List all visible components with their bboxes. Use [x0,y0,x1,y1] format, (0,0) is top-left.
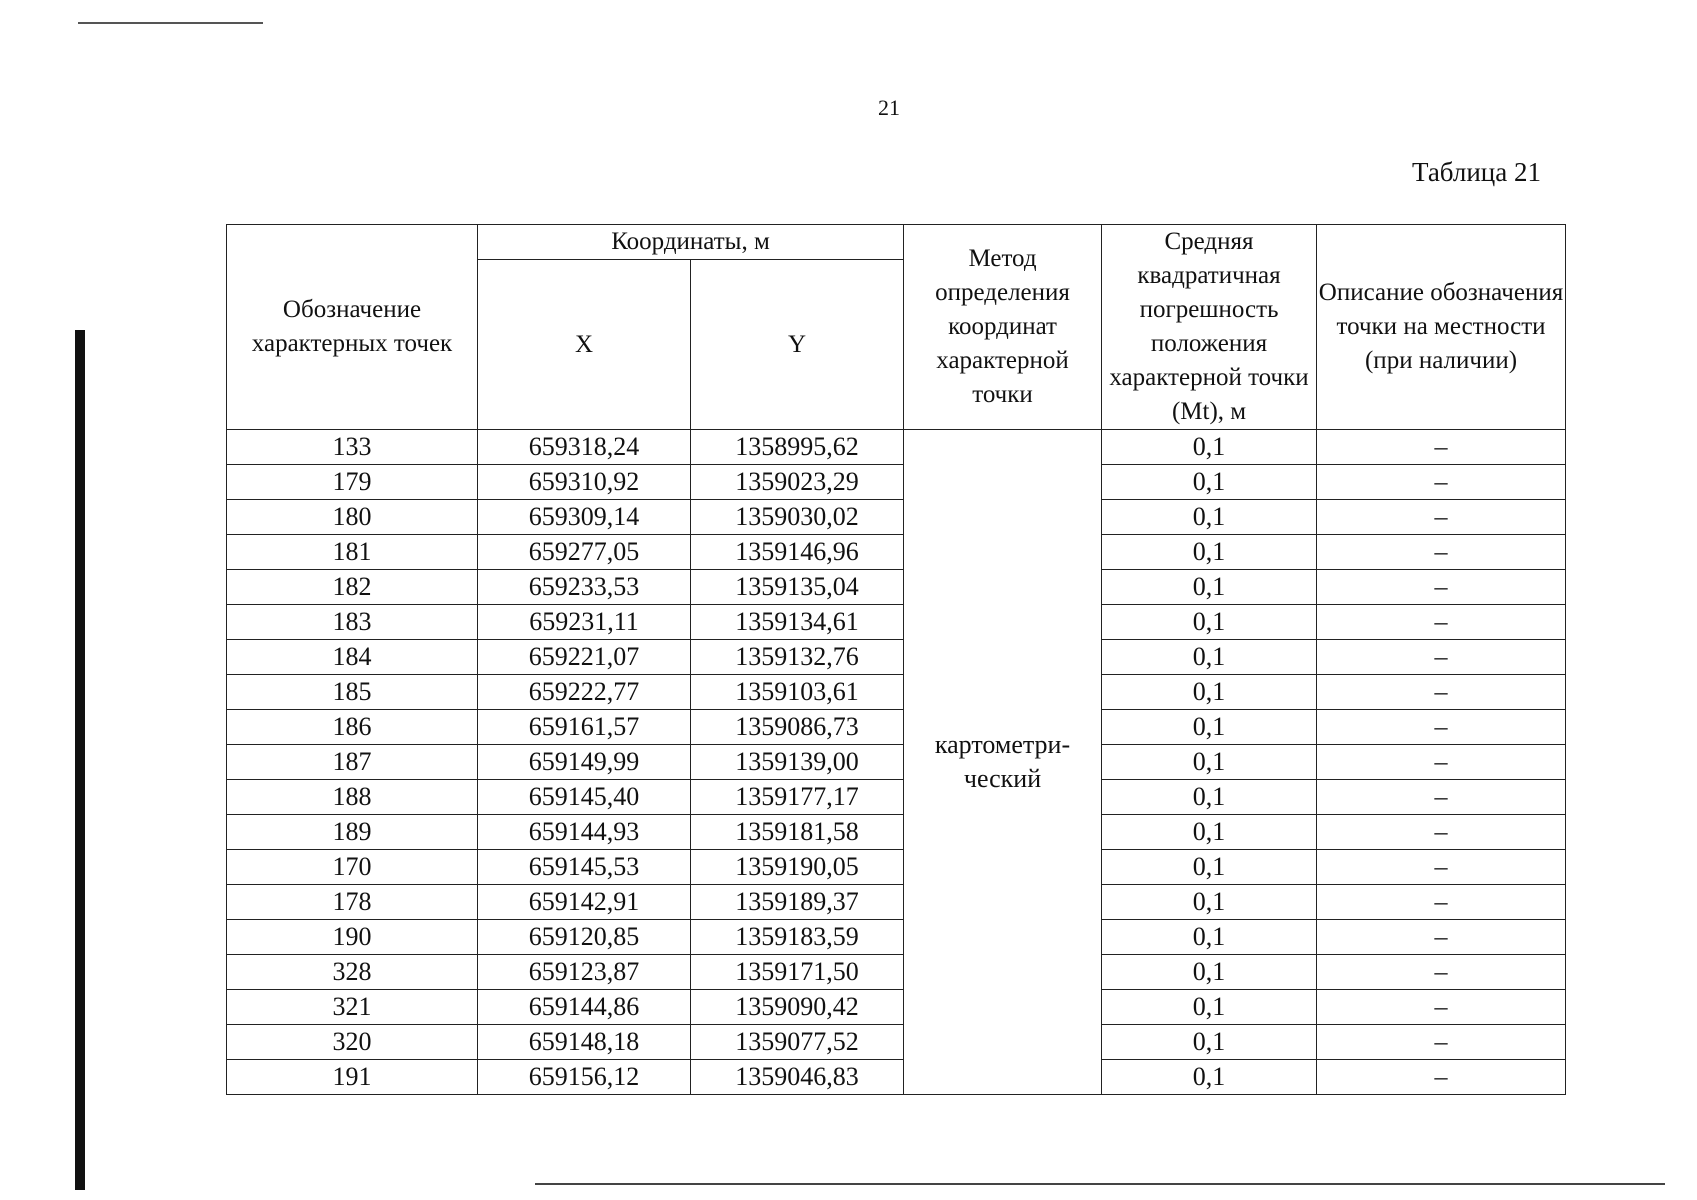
x-cell: 659222,77 [478,675,691,710]
description-cell: – [1317,850,1566,885]
table-row [227,640,1566,675]
y-cell: 1359030,02 [691,500,904,535]
table-row [227,990,1566,1025]
table-row [227,605,1566,640]
method-cell: картометри-ческий [904,430,1102,1095]
x-cell: 659144,93 [478,815,691,850]
y-cell: 1359090,42 [691,990,904,1025]
table-row [227,430,1566,465]
point-cell: 187 [227,745,478,780]
x-cell: 659145,40 [478,780,691,815]
x-cell: 659145,53 [478,850,691,885]
point-cell: 188 [227,780,478,815]
table-row [227,570,1566,605]
point-cell: 179 [227,465,478,500]
point-cell: 321 [227,990,478,1025]
error-cell: 0,1 [1102,430,1317,465]
description-cell: – [1317,1025,1566,1060]
page-number: 21 [878,95,900,120]
error-cell: 0,1 [1102,780,1317,815]
header-method: Метод определения координат характерной точки [904,225,1102,430]
error-cell: 0,1 [1102,500,1317,535]
x-cell: 659149,99 [478,745,691,780]
y-cell: 1359077,52 [691,1025,904,1060]
point-cell: 328 [227,955,478,990]
table-row [227,710,1566,745]
table-row [227,920,1566,955]
point-cell: 190 [227,920,478,955]
description-cell: – [1317,605,1566,640]
error-cell: 0,1 [1102,955,1317,990]
x-cell: 659161,57 [478,710,691,745]
table-caption: Таблица 21 [1412,157,1541,187]
point-cell: 180 [227,500,478,535]
table-row [227,675,1566,710]
y-cell: 1359086,73 [691,710,904,745]
binding-edge-bar [75,330,85,1190]
error-cell: 0,1 [1102,675,1317,710]
error-cell: 0,1 [1102,710,1317,745]
bottom-rule [535,1183,1665,1185]
error-cell: 0,1 [1102,1025,1317,1060]
error-cell: 0,1 [1102,920,1317,955]
x-cell: 659123,87 [478,955,691,990]
table-row [227,1060,1566,1095]
table-body [227,430,1566,1095]
y-cell: 1359135,04 [691,570,904,605]
table-row [227,500,1566,535]
point-cell: 186 [227,710,478,745]
error-cell: 0,1 [1102,640,1317,675]
y-cell: 1359177,17 [691,780,904,815]
x-cell: 659318,24 [478,430,691,465]
coordinates-table [226,224,1566,1095]
error-cell: 0,1 [1102,570,1317,605]
point-cell: 181 [227,535,478,570]
description-cell: – [1317,990,1566,1025]
header-error: Средняя квадратичная погрешность положения характерной точки (Mt), м [1102,225,1317,430]
y-cell: 1359181,58 [691,815,904,850]
point-cell: 182 [227,570,478,605]
description-cell: – [1317,955,1566,990]
point-cell: 320 [227,1025,478,1060]
error-cell: 0,1 [1102,885,1317,920]
y-cell: 1359132,76 [691,640,904,675]
table-row [227,955,1566,990]
header-points: Обозначение характерных точек [227,225,478,430]
table-row [227,850,1566,885]
description-cell: – [1317,465,1566,500]
description-cell: – [1317,745,1566,780]
point-cell: 191 [227,1060,478,1095]
description-cell: – [1317,430,1566,465]
x-cell: 659142,91 [478,885,691,920]
table-row [227,1025,1566,1060]
y-cell: 1359190,05 [691,850,904,885]
point-cell: 185 [227,675,478,710]
top-rule [78,22,263,24]
y-cell: 1359134,61 [691,605,904,640]
point-cell: 184 [227,640,478,675]
header-x: X [478,260,691,430]
description-cell: – [1317,1060,1566,1095]
x-cell: 659156,12 [478,1060,691,1095]
description-cell: – [1317,500,1566,535]
table-row [227,780,1566,815]
x-cell: 659231,11 [478,605,691,640]
point-cell: 133 [227,430,478,465]
description-cell: – [1317,640,1566,675]
description-cell: – [1317,780,1566,815]
header-description: Описание обозначения точки на местности (при наличии) [1317,225,1566,430]
table-row [227,535,1566,570]
point-cell: 178 [227,885,478,920]
description-cell: – [1317,710,1566,745]
header-coordinates: Координаты, м [478,225,904,260]
y-cell: 1359139,00 [691,745,904,780]
x-cell: 659221,07 [478,640,691,675]
description-cell: – [1317,535,1566,570]
y-cell: 1359171,50 [691,955,904,990]
point-cell: 183 [227,605,478,640]
error-cell: 0,1 [1102,990,1317,1025]
y-cell: 1359189,37 [691,885,904,920]
x-cell: 659233,53 [478,570,691,605]
error-cell: 0,1 [1102,1060,1317,1095]
error-cell: 0,1 [1102,745,1317,780]
y-cell: 1359046,83 [691,1060,904,1095]
y-cell: 1359146,96 [691,535,904,570]
description-cell: – [1317,885,1566,920]
x-cell: 659144,86 [478,990,691,1025]
y-cell: 1359103,61 [691,675,904,710]
table-row [227,885,1566,920]
error-cell: 0,1 [1102,465,1317,500]
description-cell: – [1317,815,1566,850]
x-cell: 659148,18 [478,1025,691,1060]
description-cell: – [1317,675,1566,710]
error-cell: 0,1 [1102,850,1317,885]
description-cell: – [1317,920,1566,955]
x-cell: 659120,85 [478,920,691,955]
x-cell: 659310,92 [478,465,691,500]
x-cell: 659309,14 [478,500,691,535]
table-row [227,815,1566,850]
error-cell: 0,1 [1102,535,1317,570]
point-cell: 170 [227,850,478,885]
y-cell: 1359183,59 [691,920,904,955]
y-cell: 1359023,29 [691,465,904,500]
y-cell: 1358995,62 [691,430,904,465]
point-cell: 189 [227,815,478,850]
error-cell: 0,1 [1102,815,1317,850]
description-cell: – [1317,570,1566,605]
table-row [227,465,1566,500]
table-row [227,745,1566,780]
x-cell: 659277,05 [478,535,691,570]
header-y: Y [691,260,904,430]
error-cell: 0,1 [1102,605,1317,640]
